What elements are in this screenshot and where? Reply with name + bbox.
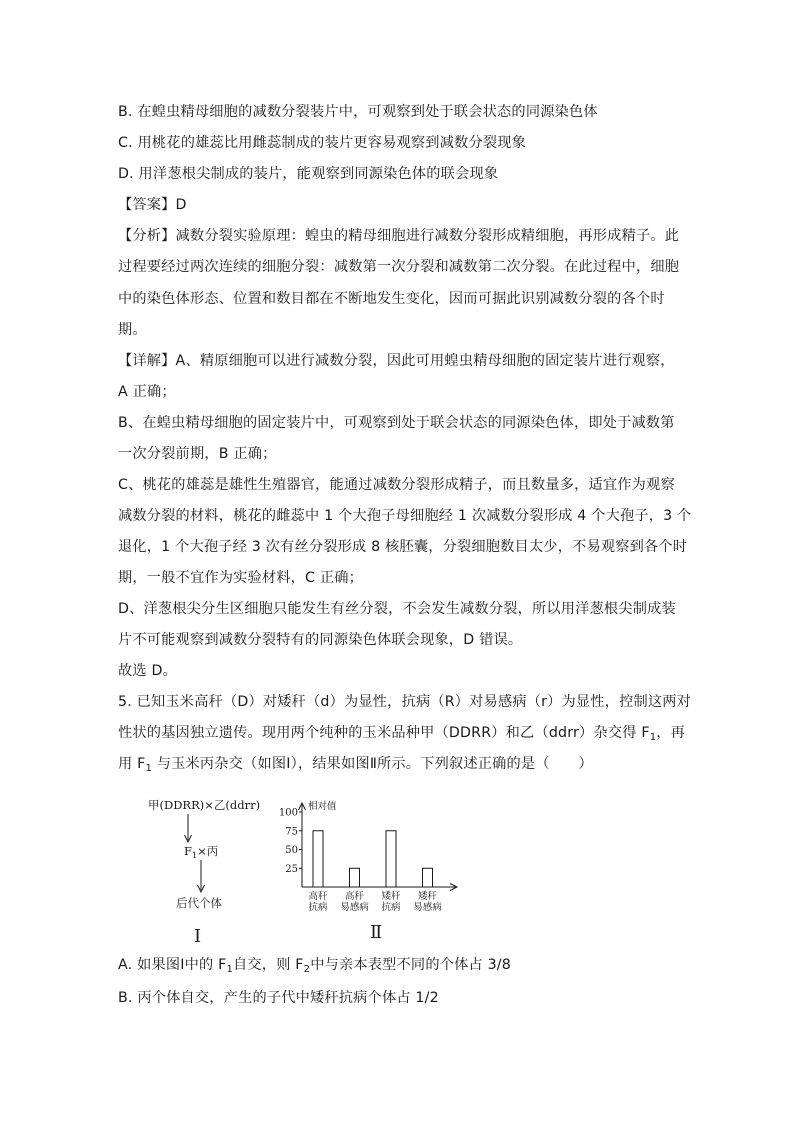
q5-line3-sub: 1 — [145, 763, 153, 774]
analysis-line-3: 中的染色体形态、位置和数目都在不断地发生变化，因而可据此识别减数分裂的各个时 — [118, 291, 665, 307]
bar — [313, 831, 323, 887]
option-d-prev: D. 用洋葱根尖制成的装片，能观察到同源染色体的联会现象 — [118, 166, 499, 182]
detail-line-8: 期，一般不宜作为实验材料，C 正确； — [118, 570, 364, 586]
bar — [350, 868, 360, 887]
fig1-f-sub: 1 — [191, 851, 198, 860]
bar — [386, 831, 396, 887]
option-a — [118, 955, 511, 975]
question-5-line-3 — [118, 754, 593, 774]
x-tick-label: 抗病 — [381, 902, 401, 913]
question-5-line-1: 5. 已知玉米高秆（D）对矮秆（d）为显性，抗病（R）对易感病（r）为显性，控制这两对 — [118, 694, 692, 710]
fig2-label: Ⅱ — [370, 922, 383, 943]
option-b: B. 丙个体自交，产生的子代中矮秆抗病个体占 1/2 — [118, 990, 439, 1006]
q5-line2-text: 性状的基因独立遗传。现用两个纯种的玉米品种甲（DDRR）和乙（ddrr）杂交得 F — [118, 725, 650, 741]
question-5-line-2 — [118, 723, 685, 743]
fig1-label: Ⅰ — [194, 926, 202, 947]
chart-root — [279, 800, 457, 943]
x-tick-label: 高秆 — [308, 891, 328, 902]
y-tick-label: 75 — [285, 826, 298, 838]
figure-2-bar-chart — [278, 790, 468, 950]
detail-line-4: 一次分裂前期，B 正确； — [118, 446, 277, 462]
x-tick-label: 易感病 — [340, 902, 369, 913]
x-tick-label: 矮秆 — [381, 891, 401, 902]
detail-line-2: A 正确； — [118, 384, 176, 400]
q5-line2-sub: 1 — [649, 732, 657, 743]
detail-line-7: 退化，1 个大孢子经 3 次有丝分裂形成 8 核胚囊，分裂细胞数目太少，不易观察到各个时 — [118, 539, 688, 555]
detail-line-10: 片不可能观察到减数分裂特有的同源染色体联会现象，D 错误。 — [118, 632, 523, 648]
detail-line-3: B、在蝗虫精母细胞的固定装片中，可观察到处于联会状态的同源染色体，即处于减数第 — [118, 415, 675, 431]
x-tick-label: 高秆 — [344, 891, 365, 902]
q5-line3-b: 与玉米丙杂交（如图Ⅰ），结果如图Ⅱ所示。下列叙述正确的是（ ） — [152, 756, 593, 772]
opt-a-text-3: 中与亲本表型不同的个体占 3/8 — [310, 957, 512, 973]
fig1-offspring: 后代个体 — [176, 896, 222, 910]
y-axis-label: 相对值 — [308, 801, 337, 812]
y-tick-label: 50 — [285, 845, 298, 856]
analysis-line-4: 期。 — [118, 322, 147, 338]
answer-line: 【答案】D — [118, 197, 187, 213]
q5-line3-a: 用 F — [118, 756, 146, 772]
opt-a-text: A. 如果图Ⅰ中的 F — [118, 957, 227, 973]
analysis-line-1: 【分析】减数分裂实验原理：蝗虫的精母细胞进行减数分裂形成精细胞，再形成精子。此 — [118, 228, 680, 244]
figure-1-cross-diagram — [148, 792, 268, 952]
option-b-prev: B. 在蝗虫精母细胞的减数分裂装片中，可观察到处于联会状态的同源染色体 — [118, 104, 598, 120]
x-tick-label: 矮秆 — [417, 891, 438, 902]
y-tick-label: 25 — [285, 863, 298, 875]
opt-a-sub1: 1 — [226, 964, 234, 975]
q5-line2-end: ，再 — [656, 725, 686, 741]
fig1-cross — [184, 844, 219, 860]
opt-a-text-2: 自交，则 F — [233, 957, 304, 973]
bar — [423, 868, 433, 887]
analysis-line-2: 过程要经过两次连续的细胞分裂：减数第一次分裂和减数第二次分裂。在此过程中，细胞 — [118, 259, 680, 275]
y-tick-label: 100 — [278, 807, 298, 819]
x-tick-label: 易感病 — [413, 902, 442, 913]
detail-line-1: 【详解】A、精原细胞可以进行减数分裂，因此可用蝗虫精母细胞的固定装片进行观察， — [118, 353, 675, 369]
option-c-prev: C. 用桃花的雄蕊比用雌蕊制成的装片更容易观察到减数分裂现象 — [118, 135, 526, 151]
fig1-f: F — [184, 844, 192, 858]
detail-line-5: C、桃花的雄蕊是雄性生殖器官，能通过减数分裂形成精子，而且数量多，适宜作为观察 — [118, 477, 675, 493]
x-tick-label: 抗病 — [308, 902, 328, 913]
fig1-cross-rest: ×丙 — [197, 844, 219, 858]
detail-line-9: D、洋葱根尖分生区细胞只能发生有丝分裂，不会发生减数分裂，所以用洋葱根尖制成装 — [118, 601, 676, 617]
opt-a-sub2: 2 — [303, 964, 311, 975]
detail-line-6: 减数分裂的材料，桃花的雌蕊中 1 个大孢子母细胞经 1 次减数分裂形成 4 个大孢子，3 个 — [118, 508, 692, 524]
detail-line-11: 故选 D。 — [118, 663, 177, 679]
fig1-parents: 甲(DDRR)×乙(ddrr) — [148, 798, 261, 812]
